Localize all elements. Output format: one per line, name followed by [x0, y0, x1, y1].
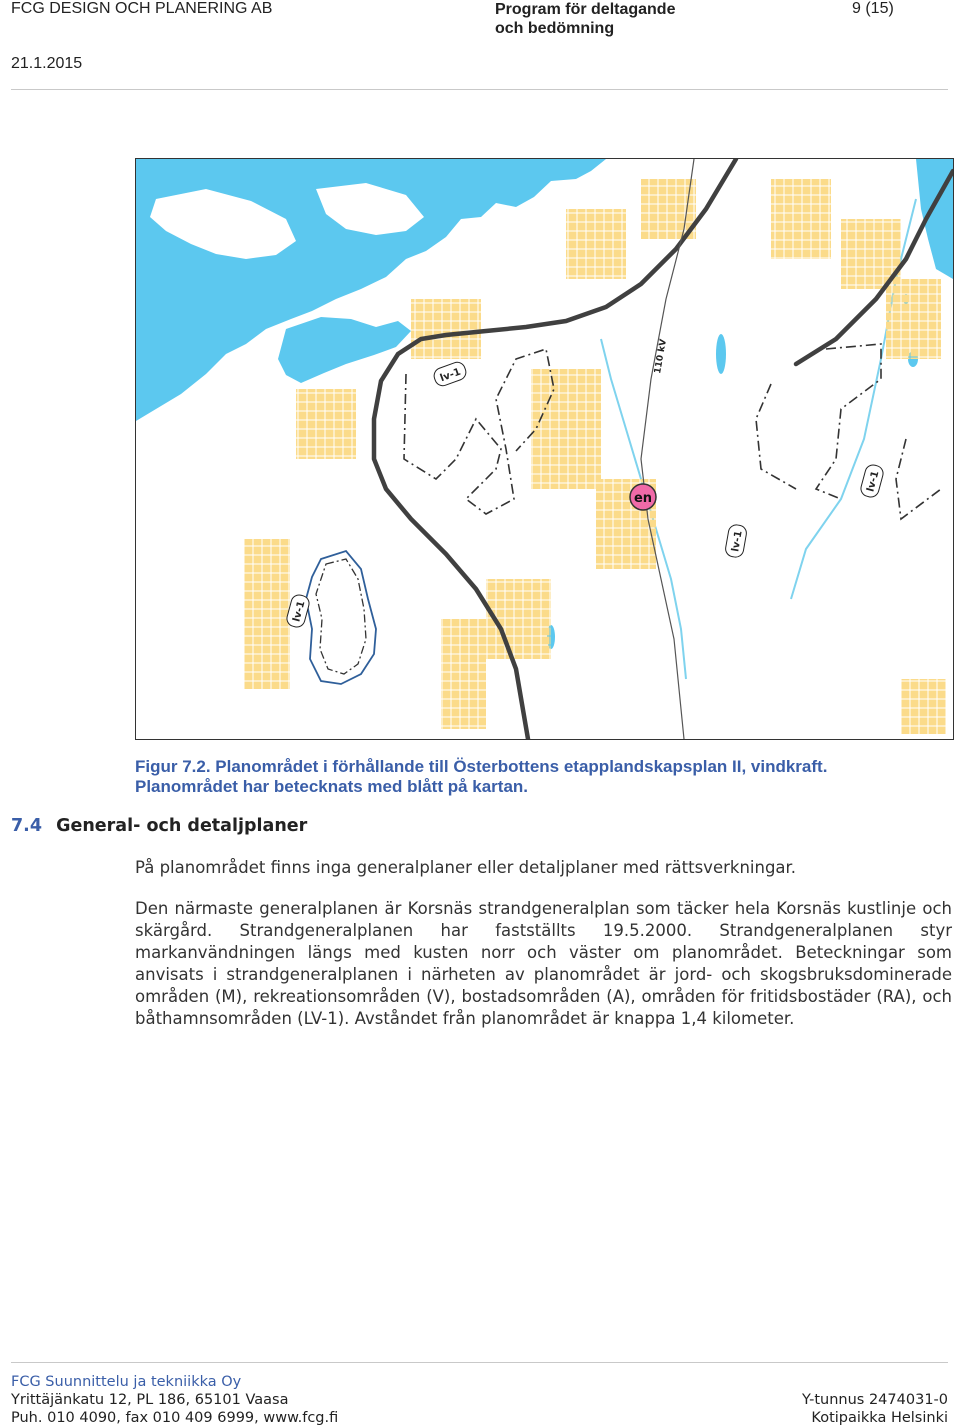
plan-area-inner — [316, 559, 366, 674]
lv1-text-a: lv-1 — [438, 366, 463, 385]
footer-phone: Puh. 010 4090, fax 010 409 6999, www.fcg.fi — [11, 1410, 339, 1426]
zone-east-3 — [886, 279, 941, 359]
footer-company: FCG Suunnittelu ja tekniikka Oy — [11, 1374, 242, 1390]
section-title: General- och detaljplaner — [56, 816, 308, 836]
figure-caption-line-2: Planområdet har betecknats med blått på kartan. — [135, 777, 529, 796]
zone-north-1 — [566, 209, 626, 279]
lv1-label-a — [432, 360, 468, 388]
boundary-east-3 — [896, 439, 941, 519]
lv1-label-c — [724, 524, 747, 559]
power-line-label: 110 kV — [653, 338, 670, 375]
figure-caption-line-1: Figur 7.2. Planområdet i förhållande till Österbottens etapplandskapsplan II, vindkraft. — [135, 757, 828, 776]
boundaries — [404, 344, 941, 519]
document-title-line-1: Program för deltagande — [495, 1, 676, 18]
zone-east-1 — [771, 179, 831, 259]
bay-area — [278, 317, 411, 383]
section-heading — [11, 816, 307, 836]
lv1-text-d: lv-1 — [865, 469, 882, 493]
footer-domicile: Kotipaikka Helsinki — [811, 1410, 948, 1426]
lv1-text-c: lv-1 — [730, 529, 745, 553]
header-rule — [11, 89, 948, 90]
paragraph-1: På planområdet finns inga generalplaner eller detaljplaner med rättsverkningar. — [135, 858, 797, 877]
footer-address: Yrittäjänkatu 12, PL 186, 65101 Vaasa — [11, 1392, 289, 1408]
lake-1 — [716, 334, 726, 374]
map-svg — [136, 159, 953, 739]
document-title — [495, 0, 675, 38]
page-number: 9 (15) — [852, 0, 894, 17]
document-title-line-2: och bedömning — [495, 20, 615, 37]
plan-area-outline — [306, 551, 376, 684]
en-text: en — [633, 491, 653, 506]
lv1-text-b: lv-1 — [291, 599, 308, 623]
zone-west-2 — [296, 389, 356, 459]
map-figure — [135, 158, 954, 740]
lv1-label-d — [859, 463, 885, 499]
power-line — [641, 159, 694, 739]
zone-center-1 — [411, 299, 481, 359]
figure-caption — [135, 757, 955, 797]
boundary-east-2 — [756, 384, 796, 489]
paragraph-2: Den närmaste generalplanen är Korsnäs strandgeneralplan som täcker hela Korsnäs kustlinje och skärgård. Strandgeneralplanen har fastställts 19.5.2000. Strandgeneralplanen styr markanvändningen längs med kusten norr och väster om planområdet. Beteckningar som anvisats i strandgeneralplanen i närheten av planområdet är jord- och skogsbruksdominerade områden (M), rekreationsområden (V), bostadsområden (A), områden för fritidsbostäder (RA), och båthamnsområden (LV-1). Avståndet från planområdet är knappa 1,4 kilometer. — [135, 899, 952, 1028]
document-date: 21.1.2015 — [11, 55, 83, 72]
footer-rule — [11, 1362, 948, 1363]
zone-center-2 — [531, 369, 601, 489]
footer-business-id: Y-tunnus 2474031-0 — [801, 1392, 948, 1408]
zone-west-1 — [244, 539, 290, 689]
en-marker — [630, 484, 656, 510]
section-number: 7.4 — [11, 816, 43, 836]
company-name: FCG DESIGN OCH PLANERING AB — [11, 0, 273, 17]
zone-southeast — [901, 679, 946, 734]
zone-south-1 — [441, 619, 486, 729]
